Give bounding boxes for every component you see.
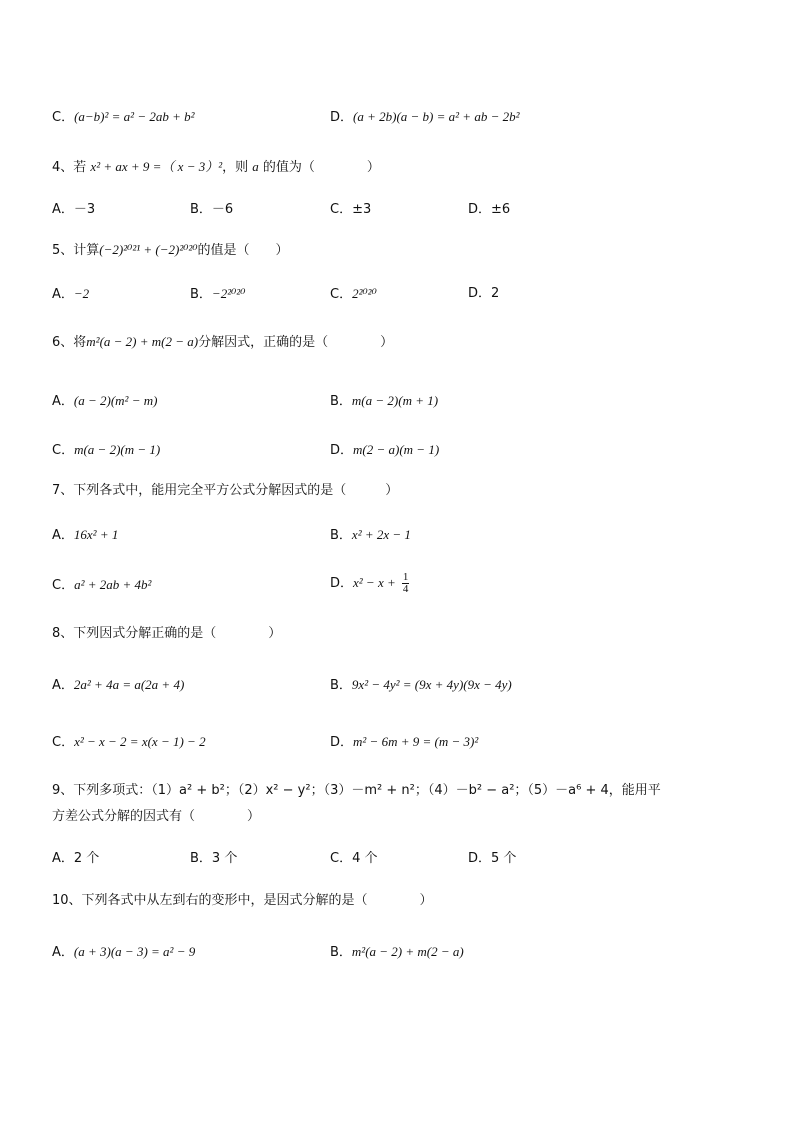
option-text: ±6 bbox=[491, 202, 511, 217]
q7-stem: 7、下列各式中，能用完全平方公式分解因式的是（ ） bbox=[52, 483, 399, 498]
q6-stem bbox=[52, 333, 393, 352]
option-label: A． bbox=[52, 287, 74, 302]
q5-option-a bbox=[52, 285, 89, 304]
option-text: −2 bbox=[73, 286, 90, 301]
q4-option-b bbox=[190, 201, 233, 219]
q6-option-c bbox=[52, 441, 160, 460]
q4-var: a bbox=[252, 159, 259, 174]
option-label: B． bbox=[190, 287, 212, 302]
q8-option-c bbox=[52, 733, 206, 752]
q8-option-d bbox=[330, 733, 478, 752]
option-text: m(a − 2)(m − 1) bbox=[74, 442, 161, 457]
option-expr: (a−b)² = a² − 2ab + b² bbox=[74, 109, 195, 124]
q5-expr: (−2)²⁰²¹ + (−2)²⁰²⁰ bbox=[99, 242, 198, 257]
q6-option-a bbox=[52, 392, 157, 411]
option-text: a² + 2ab + 4b² bbox=[74, 577, 152, 592]
q4-option-c bbox=[330, 201, 371, 219]
q5-option-d bbox=[468, 285, 499, 303]
option-label: A． bbox=[52, 528, 74, 543]
option-text: −2²⁰²⁰ bbox=[211, 286, 246, 301]
option-label: C． bbox=[330, 202, 353, 217]
option-label: B． bbox=[330, 678, 352, 693]
frac-numerator: 1 bbox=[402, 571, 409, 583]
option-text: 2 bbox=[491, 286, 500, 301]
option-text: 16x² + 1 bbox=[73, 527, 119, 542]
q3-option-c bbox=[52, 108, 195, 127]
q4-expr: x² + ax + 9 =（ x − 3）² bbox=[90, 159, 223, 174]
option-label: C． bbox=[52, 110, 75, 125]
option-text: m² − 6m + 9 = (m − 3)² bbox=[353, 734, 479, 749]
option-text: (a + 3)(a − 3) = a² − 9 bbox=[73, 944, 196, 959]
q8-option-a bbox=[52, 676, 184, 695]
q4-post: 的值为（ ） bbox=[262, 160, 380, 175]
option-text: 4 个 bbox=[352, 851, 378, 866]
option-expr: (a + 2b)(a − b) = a² + ab − 2b² bbox=[353, 109, 520, 124]
option-text: 2 个 bbox=[73, 851, 100, 866]
q5-post: 的值是（ ） bbox=[197, 243, 289, 258]
option-label: C． bbox=[52, 578, 75, 593]
q4-pre: 4、若 bbox=[52, 160, 87, 175]
option-label: C． bbox=[52, 735, 75, 750]
q5-option-c bbox=[330, 285, 377, 304]
option-label: A． bbox=[52, 678, 74, 693]
option-label: D． bbox=[468, 851, 492, 866]
option-text: (a − 2)(m² − m) bbox=[73, 393, 158, 408]
q6-pre: 6、将 bbox=[52, 335, 87, 350]
fraction-one-quarter bbox=[402, 572, 410, 595]
option-label: A． bbox=[52, 202, 74, 217]
q8-option-b bbox=[330, 676, 512, 695]
q9-option-a bbox=[52, 850, 99, 868]
option-text: x² − x − 2 = x(x − 1) − 2 bbox=[74, 734, 206, 749]
q6-option-d bbox=[330, 441, 439, 460]
q7-option-b bbox=[330, 526, 411, 545]
option-text: 2²⁰²⁰ bbox=[352, 286, 377, 301]
q10-option-b bbox=[330, 943, 464, 962]
frac-denominator: 4 bbox=[402, 583, 409, 595]
option-label: C． bbox=[52, 443, 75, 458]
option-label: A． bbox=[52, 394, 74, 409]
option-text: m(2 − a)(m − 1) bbox=[353, 442, 440, 457]
q9-option-d bbox=[468, 850, 516, 868]
option-label: D． bbox=[330, 735, 354, 750]
q9-option-c bbox=[330, 850, 377, 868]
q5-pre: 5、计算 bbox=[52, 243, 100, 258]
option-label: C． bbox=[330, 287, 353, 302]
option-label: B． bbox=[190, 202, 212, 217]
option-text: 3 个 bbox=[211, 851, 238, 866]
q10-option-a bbox=[52, 943, 195, 962]
option-label: D． bbox=[468, 286, 492, 301]
option-text: x² − x + bbox=[353, 575, 396, 590]
q10-stem: 10、下列各式中从左到右的变形中，是因式分解的是（ ） bbox=[52, 893, 433, 908]
q4-stem bbox=[52, 158, 380, 177]
option-text: 2a² + 4a = a(2a + 4) bbox=[73, 677, 185, 692]
q8-stem: 8、下列因式分解正确的是（ ） bbox=[52, 626, 282, 641]
q9-stem-line2: 方差公式分解的因式有（ ） bbox=[52, 809, 261, 824]
option-label: B． bbox=[330, 528, 352, 543]
q3-option-d bbox=[330, 108, 520, 127]
option-text: m²(a − 2) + m(2 − a) bbox=[351, 944, 464, 959]
option-text: 9x² − 4y² = (9x + 4y)(9x − 4y) bbox=[351, 677, 512, 692]
q9-option-b bbox=[190, 850, 237, 868]
q7-option-a bbox=[52, 526, 118, 545]
q4-mid: ，则 bbox=[222, 160, 249, 175]
option-label: C． bbox=[330, 851, 353, 866]
q6-option-b bbox=[330, 392, 438, 411]
option-label: A． bbox=[52, 945, 74, 960]
q4-option-d bbox=[468, 201, 510, 219]
q6-post: 分解因式，正确的是（ ） bbox=[198, 335, 394, 350]
option-text: m(a − 2)(m + 1) bbox=[351, 393, 439, 408]
q6-expr: m²(a − 2) + m(2 − a) bbox=[86, 334, 199, 349]
q4-option-a bbox=[52, 201, 95, 219]
option-text: －6 bbox=[211, 202, 234, 217]
q5-option-b bbox=[190, 285, 245, 304]
q7-option-d bbox=[330, 572, 409, 595]
option-text: x² + 2x − 1 bbox=[351, 527, 411, 542]
option-label: D． bbox=[330, 576, 354, 591]
option-label: B． bbox=[330, 945, 352, 960]
option-label: D． bbox=[330, 110, 354, 125]
q7-option-c bbox=[52, 576, 151, 595]
q9-stem-line1: 9、下列多项式：（1）a² + b²；（2）x² − y²；（3）－m² + n²；（4）－b² − a²；（5）－a⁶ + 4，能用平 bbox=[52, 783, 661, 798]
option-label: B． bbox=[330, 394, 352, 409]
option-label: D． bbox=[468, 202, 492, 217]
option-label: D． bbox=[330, 443, 354, 458]
option-text: －3 bbox=[73, 202, 96, 217]
option-text: ±3 bbox=[352, 202, 372, 217]
q5-stem bbox=[52, 241, 289, 260]
option-label: B． bbox=[190, 851, 212, 866]
option-label: A． bbox=[52, 851, 74, 866]
option-text: 5 个 bbox=[491, 851, 517, 866]
